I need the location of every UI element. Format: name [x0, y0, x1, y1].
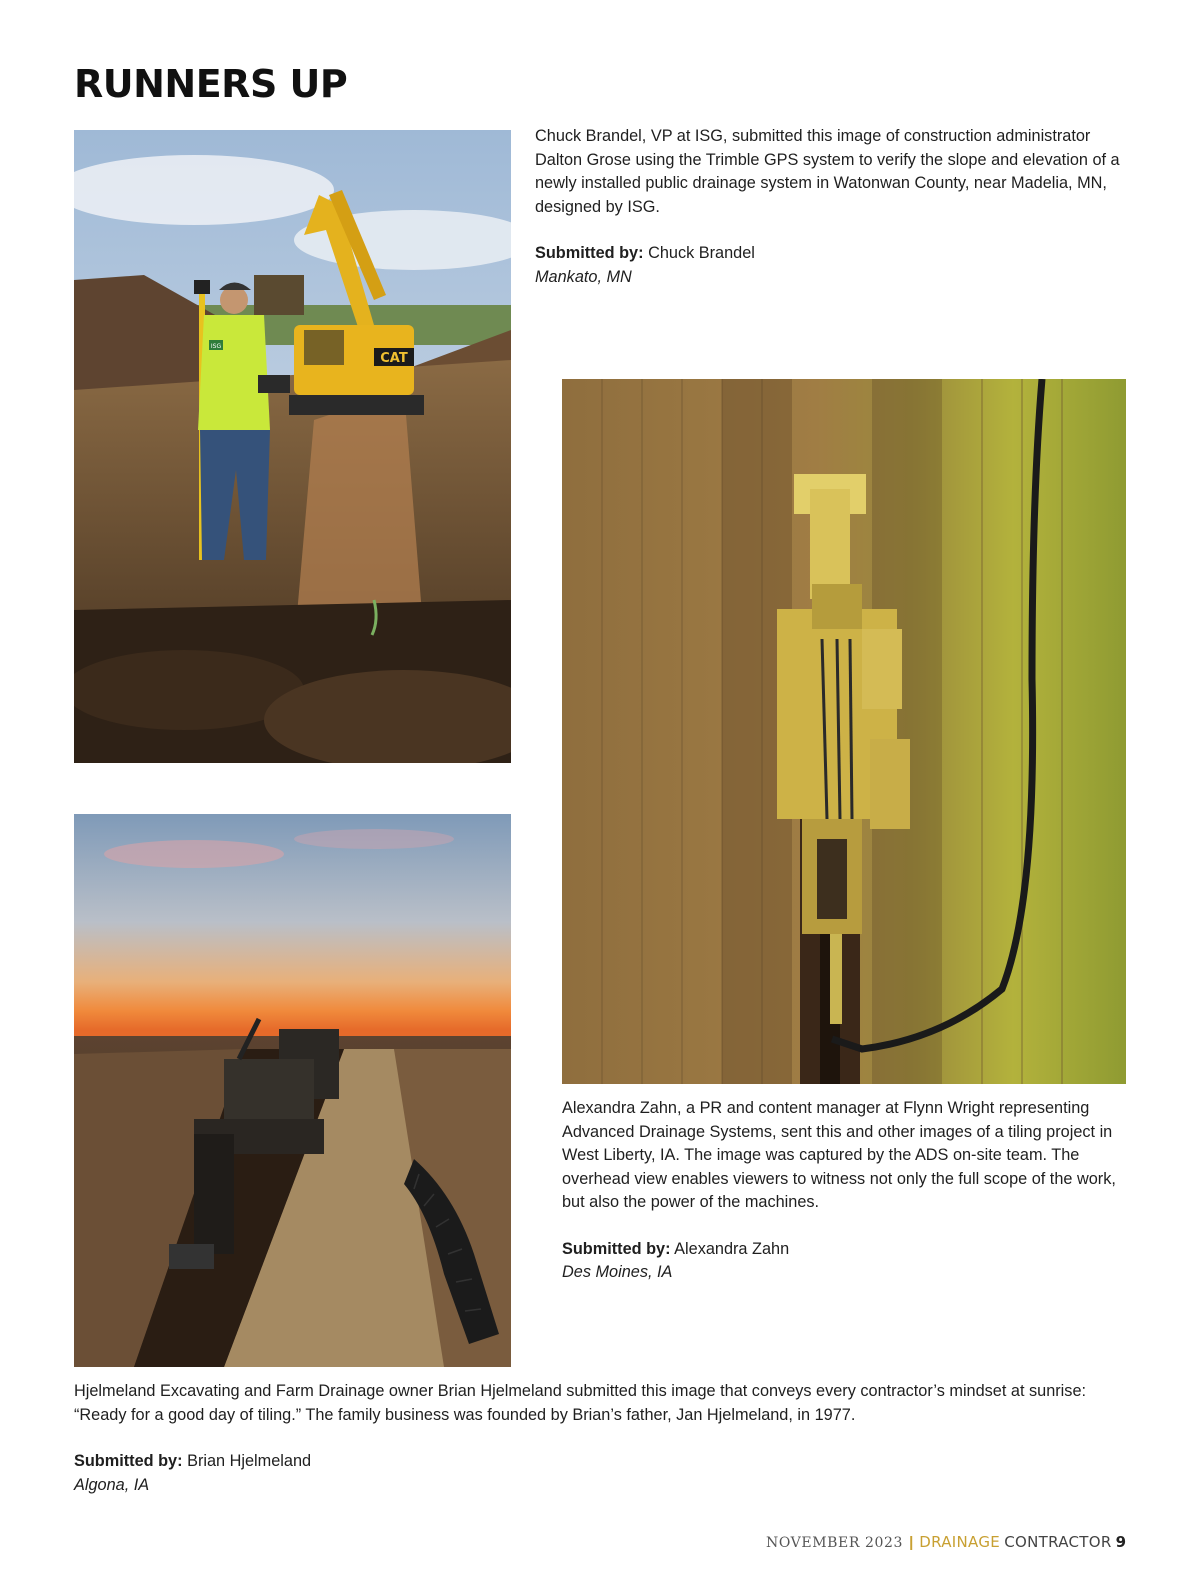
photo-sunrise-tiling-image	[74, 814, 511, 1367]
photo-overhead-trencher-image	[562, 379, 1126, 1084]
caption-text: Hjelmeland Excavating and Farm Drainage owner Brian Hjelmeland submitted this image that conveys every contractor’s mindset at sunrise: “Ready for a good day of tiling.” The family business was founded by Brian’s father, Jan Hjelmeland, in 1977.	[74, 1382, 1087, 1424]
submitted-by-line	[562, 1238, 1142, 1262]
submitter-name: Chuck Brandel	[648, 244, 755, 262]
submitter-name: Alexandra Zahn	[674, 1239, 790, 1258]
photo-overhead-trencher	[562, 379, 1126, 1084]
excavator-logo: CAT	[380, 351, 408, 366]
submitter-location: Mankato, MN	[535, 267, 632, 286]
photo-gps-survey	[74, 130, 511, 763]
submitted-by-line	[74, 1450, 1134, 1474]
photo-sunrise-tiling	[74, 814, 511, 1367]
photo-gps-survey-image	[74, 130, 511, 763]
issue-date: NOVEMBER 2023	[765, 1535, 904, 1551]
page-number: 9	[1115, 1533, 1126, 1551]
page-footer	[766, 1533, 1126, 1551]
vest-logo: ISG	[210, 343, 222, 350]
caption-overhead-trencher	[562, 1097, 1142, 1285]
magazine-name-rest: CONTRACTOR	[1004, 1533, 1112, 1551]
magazine-name-highlight: DRAINAGE	[919, 1533, 1001, 1551]
caption-text: Alexandra Zahn, a PR and content manager at Flynn Wright representing Advanced Drainage Systems, sent this and other images of a tiling project in West Liberty, IA. The image was captured by the ADS on-site team. The overhead view enables viewers to witness not only the full scope of the work, but also the power of the machines.	[562, 1099, 1116, 1211]
submitter-name: Brian Hjelmeland	[187, 1452, 312, 1470]
caption-sunrise-tiling	[74, 1380, 1134, 1497]
submitter-location: Des Moines, IA	[562, 1263, 673, 1281]
page-heading: RUNNERS UP	[74, 62, 348, 106]
submitted-by-line	[535, 242, 1135, 266]
caption-text: Chuck Brandel, VP at ISG, submitted this image of construction administrator Dalton Grose using the Trimble GPS system to verify the slope and elevation of a newly installed public drainage system in Watonwan County, near Madelia, MN, designed by ISG.	[535, 127, 1120, 216]
submitted-label: Submitted by:	[535, 244, 644, 262]
submitted-label: Submitted by:	[74, 1452, 183, 1470]
footer-separator: |	[909, 1534, 914, 1551]
submitter-location: Algona, IA	[74, 1475, 150, 1494]
submitted-label: Submitted by:	[562, 1239, 671, 1258]
caption-gps-survey	[535, 125, 1135, 289]
